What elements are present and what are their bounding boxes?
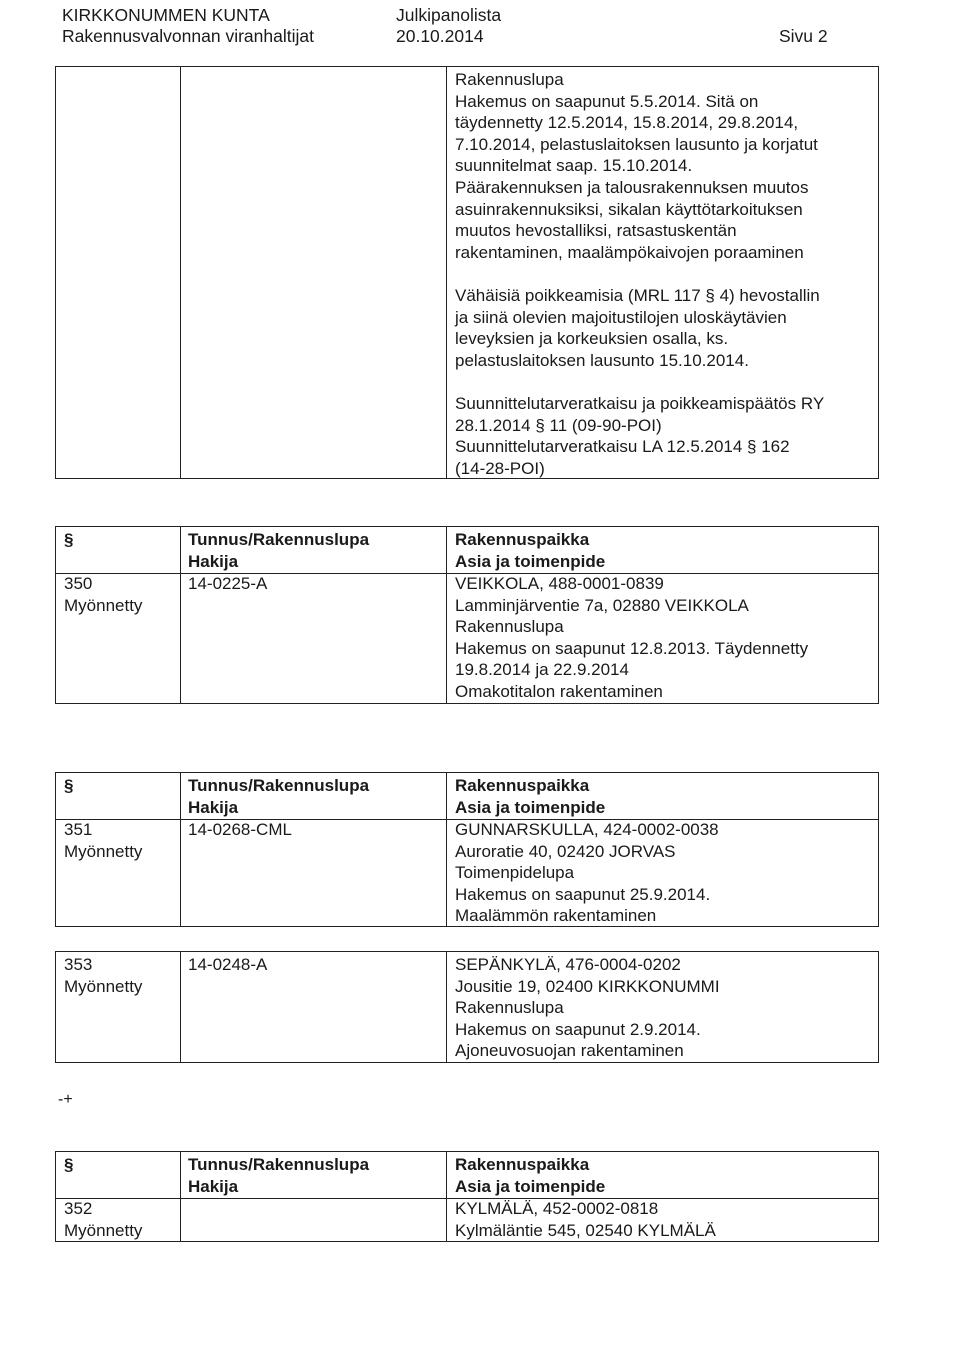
document-type: Julkipanolista (396, 5, 502, 25)
table-header-section (64, 775, 73, 797)
detail-line: Hakemus on saapunut 25.9.2014. (455, 884, 711, 904)
detail-line: VEIKKOLA, 488-0001-0839 (455, 574, 664, 593)
entry-number-cell (64, 954, 142, 997)
details-cell (455, 1198, 716, 1241)
continuation-line: muutos hevostalliksi, ratsastuskentän (455, 221, 737, 241)
entry-number: 352 (64, 1199, 93, 1218)
continuation-line: 28.1.2014 § 11 (09-90-POI) (455, 415, 662, 435)
header-applicant: Hakija (188, 1176, 239, 1196)
continuation-line: täydennetty 12.5.2014, 15.8.2014, 29.8.2014, (455, 113, 799, 133)
continuation-line: leveyksien ja korkeuksien osalla, ks. (455, 329, 729, 349)
entry-number: 350 (64, 574, 93, 593)
detail-line: Lamminjärventie 7a, 02880 VEIKKOLA (455, 595, 749, 615)
header-site: Rakennuspaikka (455, 530, 590, 549)
detail-line: Ajoneuvosuojan rakentaminen (455, 1041, 684, 1061)
entry-status: Myönnetty (64, 1220, 143, 1240)
continuation-line: Suunnittelutarveratkaisu ja poikkeamispäätös RY (455, 393, 825, 413)
detail-line: Auroratie 40, 02420 JORVAS (455, 841, 676, 861)
permit-id-cell (188, 819, 292, 841)
detail-line: Jousitie 19, 02400 KIRKKONUMMI (455, 976, 720, 996)
entry-status: Myönnetty (64, 595, 143, 615)
entry-status: Myönnetty (64, 841, 143, 861)
detail-line: 19.8.2014 ja 22.9.2014 (455, 660, 629, 680)
entry-number: 353 (64, 955, 93, 974)
continuation-line: Suunnittelutarveratkaisu LA 12.5.2014 § 162 (455, 437, 790, 457)
detail-line: GUNNARSKULLA, 424-0002-0038 (455, 820, 719, 839)
table-header-permit (188, 1154, 369, 1197)
table-header-site (455, 1154, 605, 1197)
permit-id-cell (188, 573, 267, 595)
header-applicant: Hakija (188, 551, 239, 571)
table-header-permit (188, 529, 369, 572)
page-number: Sivu 2 (779, 26, 828, 46)
detail-line: Toimenpidelupa (455, 863, 575, 883)
detail-line: Hakemus on saapunut 12.8.2013. Täydennetty (455, 638, 809, 658)
header-subject: Asia ja toimenpide (455, 551, 606, 571)
table-header-site (455, 775, 605, 818)
header-site: Rakennuspaikka (455, 1155, 590, 1174)
entry-number-cell (64, 573, 142, 616)
table-header-section (64, 529, 73, 551)
continuation-line (455, 263, 824, 285)
header-subject: Asia ja toimenpide (455, 1176, 606, 1196)
continuation-line: asuinrakennuksiksi, sikalan käyttötarkoituksen (455, 199, 803, 219)
continuation-line: pelastuslaitoksen lausunto 15.10.2014. (455, 350, 749, 370)
continuation-line: Päärakennuksen ja talousrakennuksen muutos (455, 177, 809, 197)
continuation-line: Hakemus on saapunut 5.5.2014. Sitä on (455, 91, 759, 111)
continuation-line: 7.10.2014, pelastuslaitoksen lausunto ja korjatut (455, 134, 818, 154)
detail-line: Maalämmön rakentaminen (455, 906, 657, 926)
details-cell (455, 573, 808, 703)
permit-table-353 (55, 951, 879, 1063)
entry-number-cell (64, 819, 142, 862)
header-permit-id: Tunnus/Rakennuslupa (188, 776, 370, 795)
permit-id: 14-0268-CML (188, 820, 292, 839)
continuation-line: (14-28-POI) (455, 458, 545, 478)
continuation-line: Rakennuslupa (455, 70, 564, 89)
detail-line: Kylmäläntie 545, 02540 KYLMÄLÄ (455, 1220, 716, 1240)
permit-id: 14-0225-A (188, 574, 268, 593)
authority-name: Rakennusvalvonnan viranhaltijat (62, 26, 314, 46)
detail-line: Rakennuslupa (455, 998, 564, 1018)
continuation-line: suunnitelmat saap. 15.10.2014. (455, 156, 693, 176)
detail-line: Omakotitalon rakentaminen (455, 681, 663, 701)
detail-line: SEPÄNKYLÄ, 476-0004-0202 (455, 955, 681, 974)
continuation-line: rakentaminen, maalämpökaivojen poraaminen (455, 242, 804, 262)
detail-line: Rakennuslupa (455, 617, 564, 637)
permit-id: 14-0248-A (188, 955, 268, 974)
header-site: Rakennuspaikka (455, 776, 590, 795)
permit-table-350 (55, 526, 879, 704)
table-header-section (64, 1154, 73, 1176)
entry-number-cell (64, 1198, 142, 1241)
details-cell (455, 954, 720, 1062)
section-sign: § (64, 530, 74, 549)
table-header-permit (188, 775, 369, 818)
permit-table-351 (55, 772, 879, 927)
entry-status: Myönnetty (64, 976, 143, 996)
section-sign: § (64, 776, 74, 795)
detail-line: KYLMÄLÄ, 452-0002-0818 (455, 1199, 659, 1218)
org-name: KIRKKONUMMEN KUNTA (62, 5, 270, 25)
header-permit-id: Tunnus/Rakennuslupa (188, 1155, 370, 1174)
section-sign: § (64, 1155, 74, 1174)
detail-line: Hakemus on saapunut 2.9.2014. (455, 1019, 701, 1039)
continuation-line (455, 371, 824, 393)
permit-table-352 (55, 1151, 879, 1242)
margin-mark: -+ (58, 1091, 73, 1108)
continuation-text (455, 69, 824, 479)
permit-id-cell (188, 954, 267, 976)
entry-number: 351 (64, 820, 93, 839)
table-header-site (455, 529, 605, 572)
details-cell (455, 819, 719, 927)
document-date: 20.10.2014 (396, 26, 484, 46)
continuation-line: ja siinä olevien majoitustilojen uloskäytävien (455, 307, 787, 327)
header-permit-id: Tunnus/Rakennuslupa (188, 530, 370, 549)
continuation-line: Vähäisiä poikkeamisia (MRL 117 § 4) hevostallin (455, 285, 820, 305)
header-applicant: Hakija (188, 797, 239, 817)
header-subject: Asia ja toimenpide (455, 797, 606, 817)
continuation-entry (55, 66, 879, 479)
